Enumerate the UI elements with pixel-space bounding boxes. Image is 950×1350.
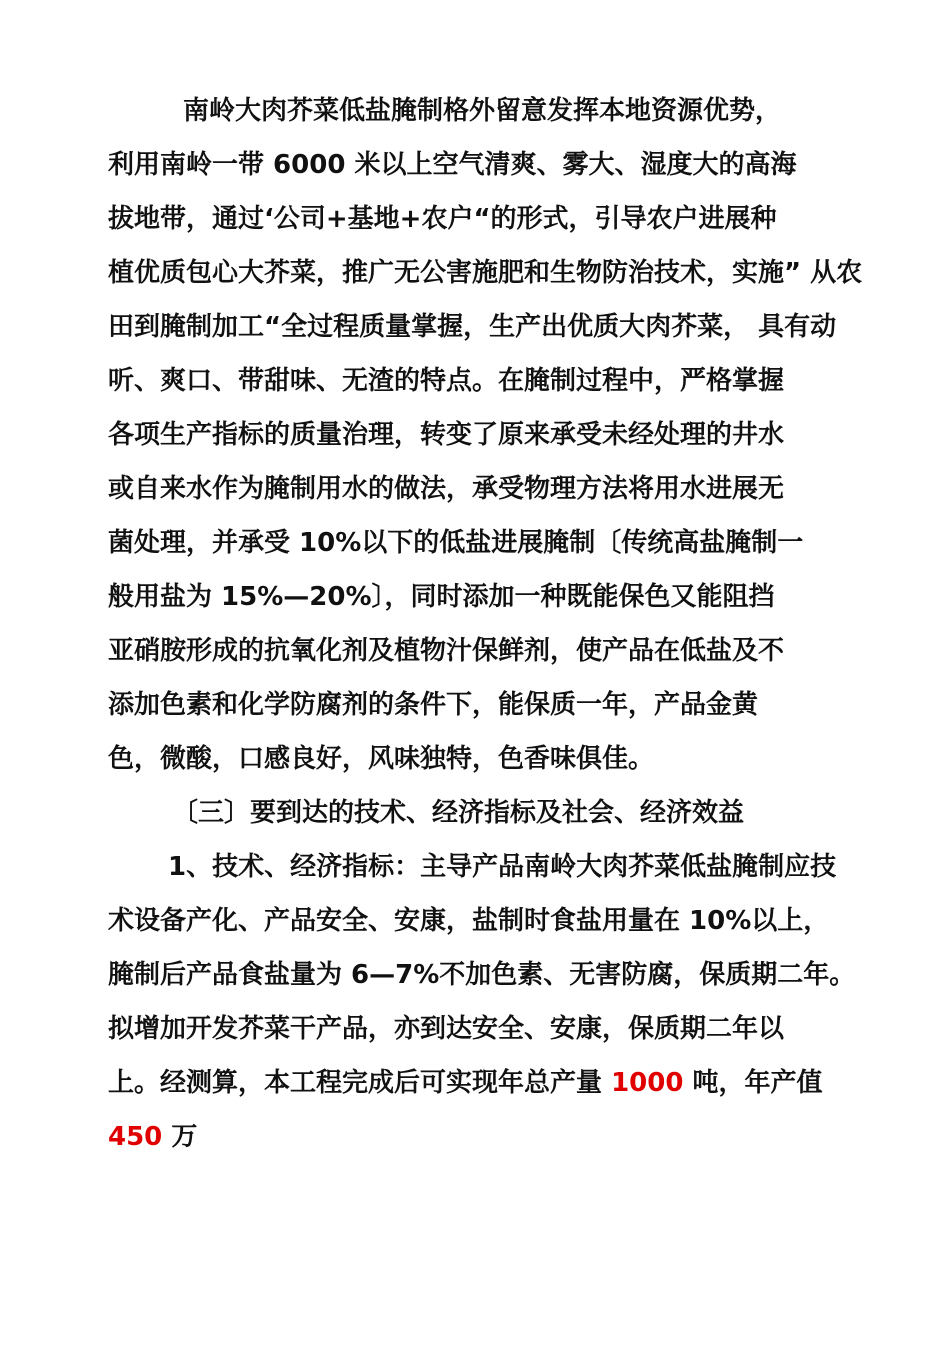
paragraph-2-line-1: 1、技术、经济指标：主导产品南岭大肉芥菜低盐腌制应技 [168, 852, 837, 882]
paragraph-1-line-7: 各项生产指标的质量治理，转变了原来承受未经处理的井水 [108, 420, 785, 450]
output-prefix-text: 上。经测算，本工程完成后可实现年总产量 [108, 1068, 612, 1098]
section-heading-3: 〔三〕要到达的技术、经济指标及社会、经济效益 [172, 798, 745, 828]
paragraph-2-line-3: 腌制后产品食盐量为 6—7%不加色素、无害防腐，保质期二年。 [108, 960, 856, 990]
paragraph-2-line-2: 术设备产化、产品安全、安康，盐制时食盐用量在 10%以上， [108, 906, 830, 936]
paragraph-1-line-13: 色，微酸，口感良好，风味独特，色香味俱佳。 [108, 744, 655, 774]
paragraph-1-line-10: 般用盐为 15%—20%〕，同时添加一种既能保色又能阻挡 [108, 582, 775, 612]
paragraph-1-line-2: 利用南岭一带 6000 米以上空气清爽、雾大、湿度大的高海 [108, 150, 797, 180]
paragraph-1-line-11: 亚硝胺形成的抗氧化剂及植物汁保鲜剂，使产品在低盐及不 [108, 636, 785, 666]
annual-output-value: 1000 [611, 1068, 684, 1098]
paragraph-1-line-9: 菌处理，并承受 10%以下的低盐进展腌制〔传统高盐腌制一 [108, 528, 804, 558]
paragraph-1-line-4: 植优质包心大芥菜，推广无公害施肥和生物防治技术，实施” 从农 [108, 258, 863, 288]
paragraph-1-line-1: 南岭大肉芥菜低盐腌制格外留意发挥本地资源优势， [183, 96, 782, 126]
paragraph-1-line-8: 或自来水作为腌制用水的做法，承受物理方法将用水进展无 [108, 474, 785, 504]
paragraph-2-line-4: 拟增加开发芥菜干产品，亦到达安全、安康，保质期二年以 [108, 1014, 785, 1044]
paragraph-1-line-6: 听、爽口、带甜味、无渣的特点。在腌制过程中，严格掌握 [108, 366, 785, 396]
paragraph-1-line-12: 添加色素和化学防腐剂的条件下，能保质一年，产品金黄 [108, 690, 759, 720]
annual-value-unit: 万 [162, 1122, 198, 1152]
output-middle-text: 吨，年产值 [683, 1068, 823, 1098]
annual-value-amount: 450 [108, 1122, 163, 1152]
paragraph-2-line-5 [108, 1066, 823, 1100]
paragraph-1-line-3: 拔地带，通过‘公司+基地+农户“的形式，引导农户进展种 [108, 204, 777, 234]
paragraph-1-line-5: 田到腌制加工“全过程质量掌握，生产出优质大肉芥菜， 具有动 [108, 312, 837, 342]
paragraph-2-line-6 [108, 1120, 197, 1154]
